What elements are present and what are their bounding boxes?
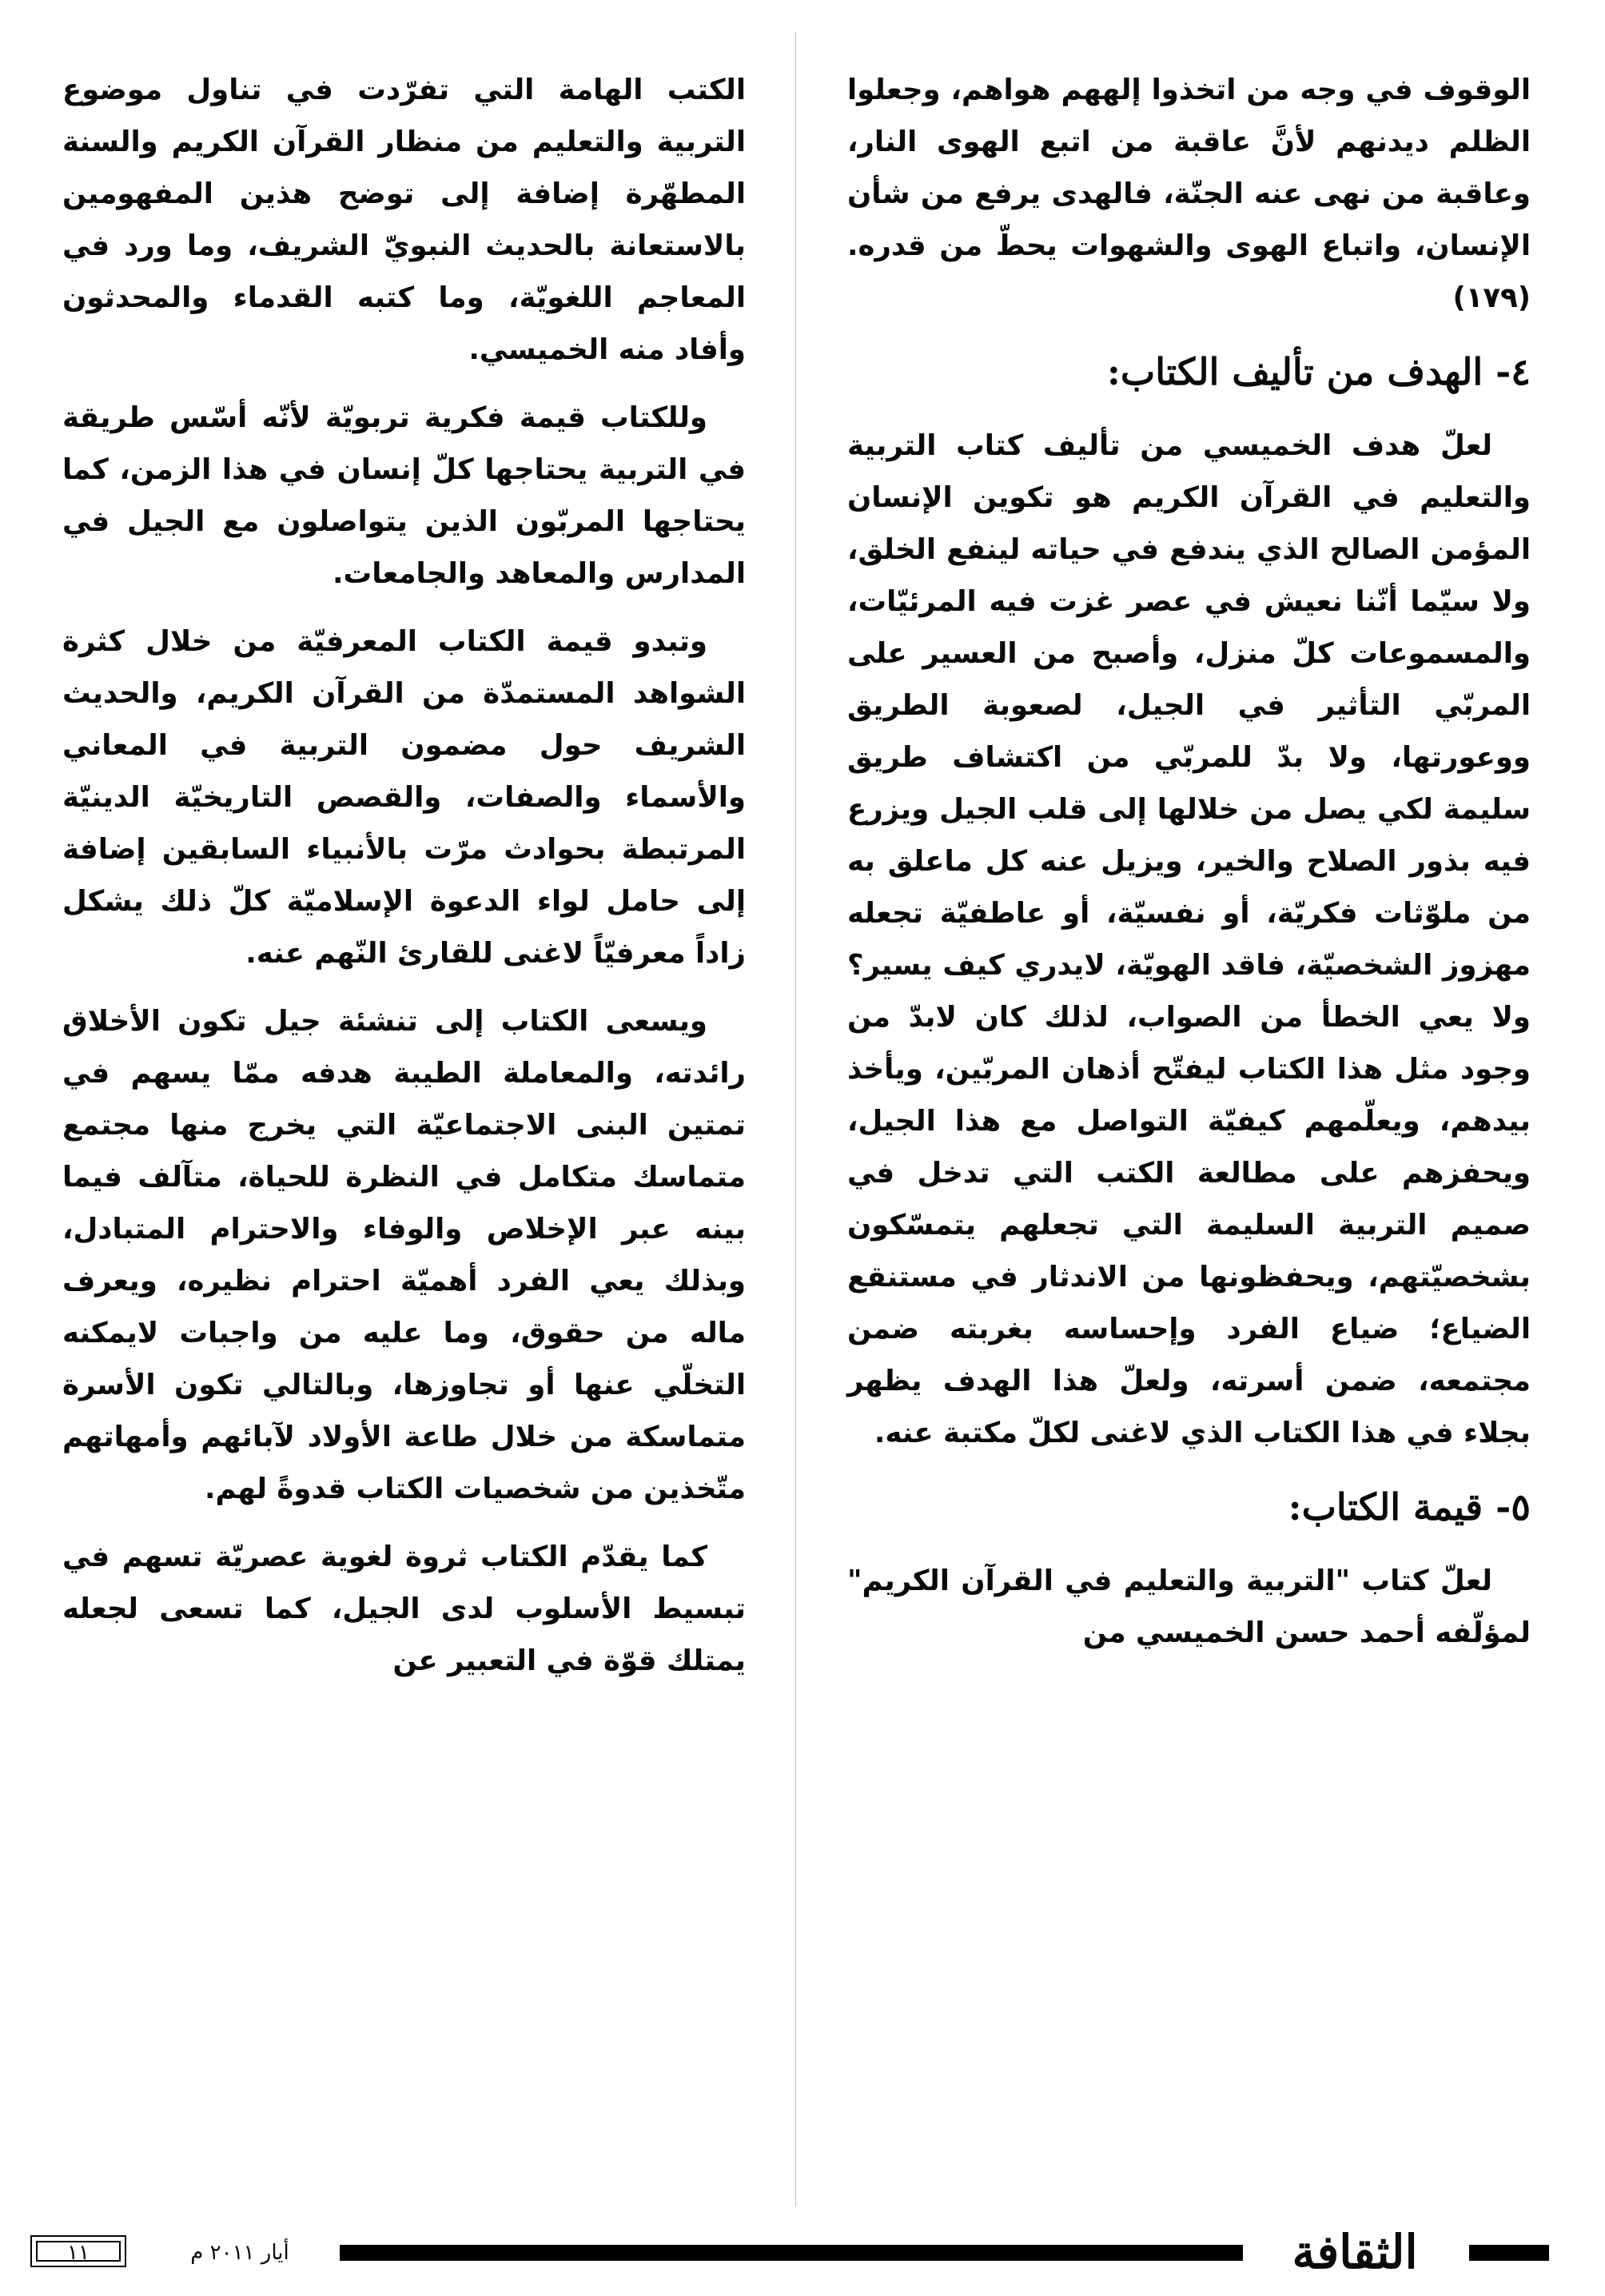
section-heading-goal: ٤- الهدف من تأليف الكتاب: <box>1106 350 1531 393</box>
magazine-logo: الثقافة <box>1292 2225 1418 2279</box>
paragraph: الوقوف في وجه من اتخذوا إلههم هواهم، وجعلوا الظلم ديدنهم لأنَّ عاقبة من اتبع الهوى النار، وعاقبة من نهى عنه الجنّة، فالهدى يرفع من شأن الإنسان، واتباع الهوى والشهوات يحطّ من قدره.(١٧٩) <box>847 74 1531 314</box>
page-number: ١١ <box>30 2235 126 2267</box>
article-column-right <box>847 64 1531 1675</box>
page-footer <box>0 2225 1605 2279</box>
column-divider <box>795 32 796 2206</box>
paragraph: كما يقدّم الكتاب ثروة لغوية عصريّة تسهم في تبسيط الأسلوب لدى الجيل، كما تسعى لجعله يمتلك قوّة في التعبير عن <box>62 1541 746 1677</box>
paragraph: ويسعى الكتاب إلى تنشئة جيل تكون الأخلاق رائدته، والمعاملة الطيبة هدفه ممّا يسهم في تمتين البنى الاجتماعيّة التي يخرج منها مجتمع متماسك متكامل في النظرة للحياة، متآلف فيما بينه عبر الإخلاص والوفاء والاحترام المتبادل، وبذلك يعي الفرد أهميّة احترام نظيره، ويعرف ماله من حقوق، وما عليه من واجبات لايمكنه التخلّي عنها أو تجاوزها، وبالتالي تكون الأسرة متماسكة من خلال طاعة الأولاد لآبائهم وأمهاتهم متّخذين من شخصيات الكتاب قدوةً لهم. <box>62 1005 746 1505</box>
footer-rule <box>340 2245 1243 2261</box>
paragraph: وللكتاب قيمة فكرية تربويّة لأنّه أسّس طريقة في التربية يحتاجها كلّ إنسان في هذا الزمن، كما يحتاجها المربّون الذين يتواصلون مع الجيل في المدارس والمعاهد والجامعات. <box>62 401 746 590</box>
paragraph: لعلّ كتاب "التربية والتعليم في القرآن الكريم" لمؤلّفه أحمد حسن الخميسي من <box>847 1565 1531 1649</box>
paragraph: الكتب الهامة التي تفرّدت في تناول موضوع التربية والتعليم من منظار القرآن الكريم والسنة المطهّرة إضافة إلى توضح هذين المفهومين بالاستعانة بالحديث النبويّ الشريف، وما ورد في المعاجم اللغويّة، وما كتبه القدماء والمحدثون وأفاد منه الخميسي. <box>62 74 746 366</box>
paragraph: وتبدو قيمة الكتاب المعرفيّة من خلال كثرة الشواهد المستمدّة من القرآن الكريم، والحديث الشريف حول مضمون التربية في المعاني والأسماء والصفات، والقصص التاريخيّة الدينيّة المرتبطة بحوادث مرّت بالأنبياء السابقين إضافة إلى حامل لواء الدعوة الإسلاميّة كلّ ذلك يشكل زاداً معرفيّاً لاغنى للقارئ النّهم عنه. <box>62 625 746 970</box>
issue-date: أيار ٢٠١١ م <box>190 2241 289 2265</box>
footer-rule-end <box>1469 2245 1549 2261</box>
article-column-left <box>62 64 746 1703</box>
paragraph: لعلّ هدف الخميسي من تأليف كتاب التربية والتعليم في القرآن الكريم هو تكوين الإنسان المؤمن الصالح الذي يندفع في حياته لينفع الخلق، ولا سيّما أنّنا نعيش في عصر غزت فيه المرئيّات، والمسموعات كلّ منزل، وأصبح من العسير على المربّي التأثير في الجيل، لصعوبة الطريق ووعورتها، ولا بدّ للمربّي من اكتشاف طريق سليمة لكي يصل من خلالها إلى قلب الجيل ويزرع فيه بذور الصلاح والخير، ويزيل عنه كل ماعلق به من ملوّثات فكريّة، أو نفسيّة، أو عاطفيّة تجعله مهزوز الشخصيّة، فاقد الهويّة، لايدري كيف يسير؟ ولا يعي الخطأ من الصواب، لذلك كان لابدّ من وجود مثل هذا الكتاب ليفتّح أذهان المربّين، ويأخذ بيدهم، ويعلّمهم كيفيّة التواصل مع هذا الجيل، ويحفزهم على مطالعة الكتب التي تدخل في صميم التربية السليمة التي تجعلهم يتمسّكون بشخصيّتهم، ويحفظونها من الاندثار في مستنقع الضياع؛ ضياع الفرد وإحساسه بغربته ضمن مجتمعه، ضمن أسرته، ولعلّ هذا الهدف يظهر بجلاء في هذا الكتاب الذي لاغنى لكلّ مكتبة عنه. <box>847 429 1531 1449</box>
section-heading-value: ٥- قيمة الكتاب: <box>1288 1485 1531 1529</box>
